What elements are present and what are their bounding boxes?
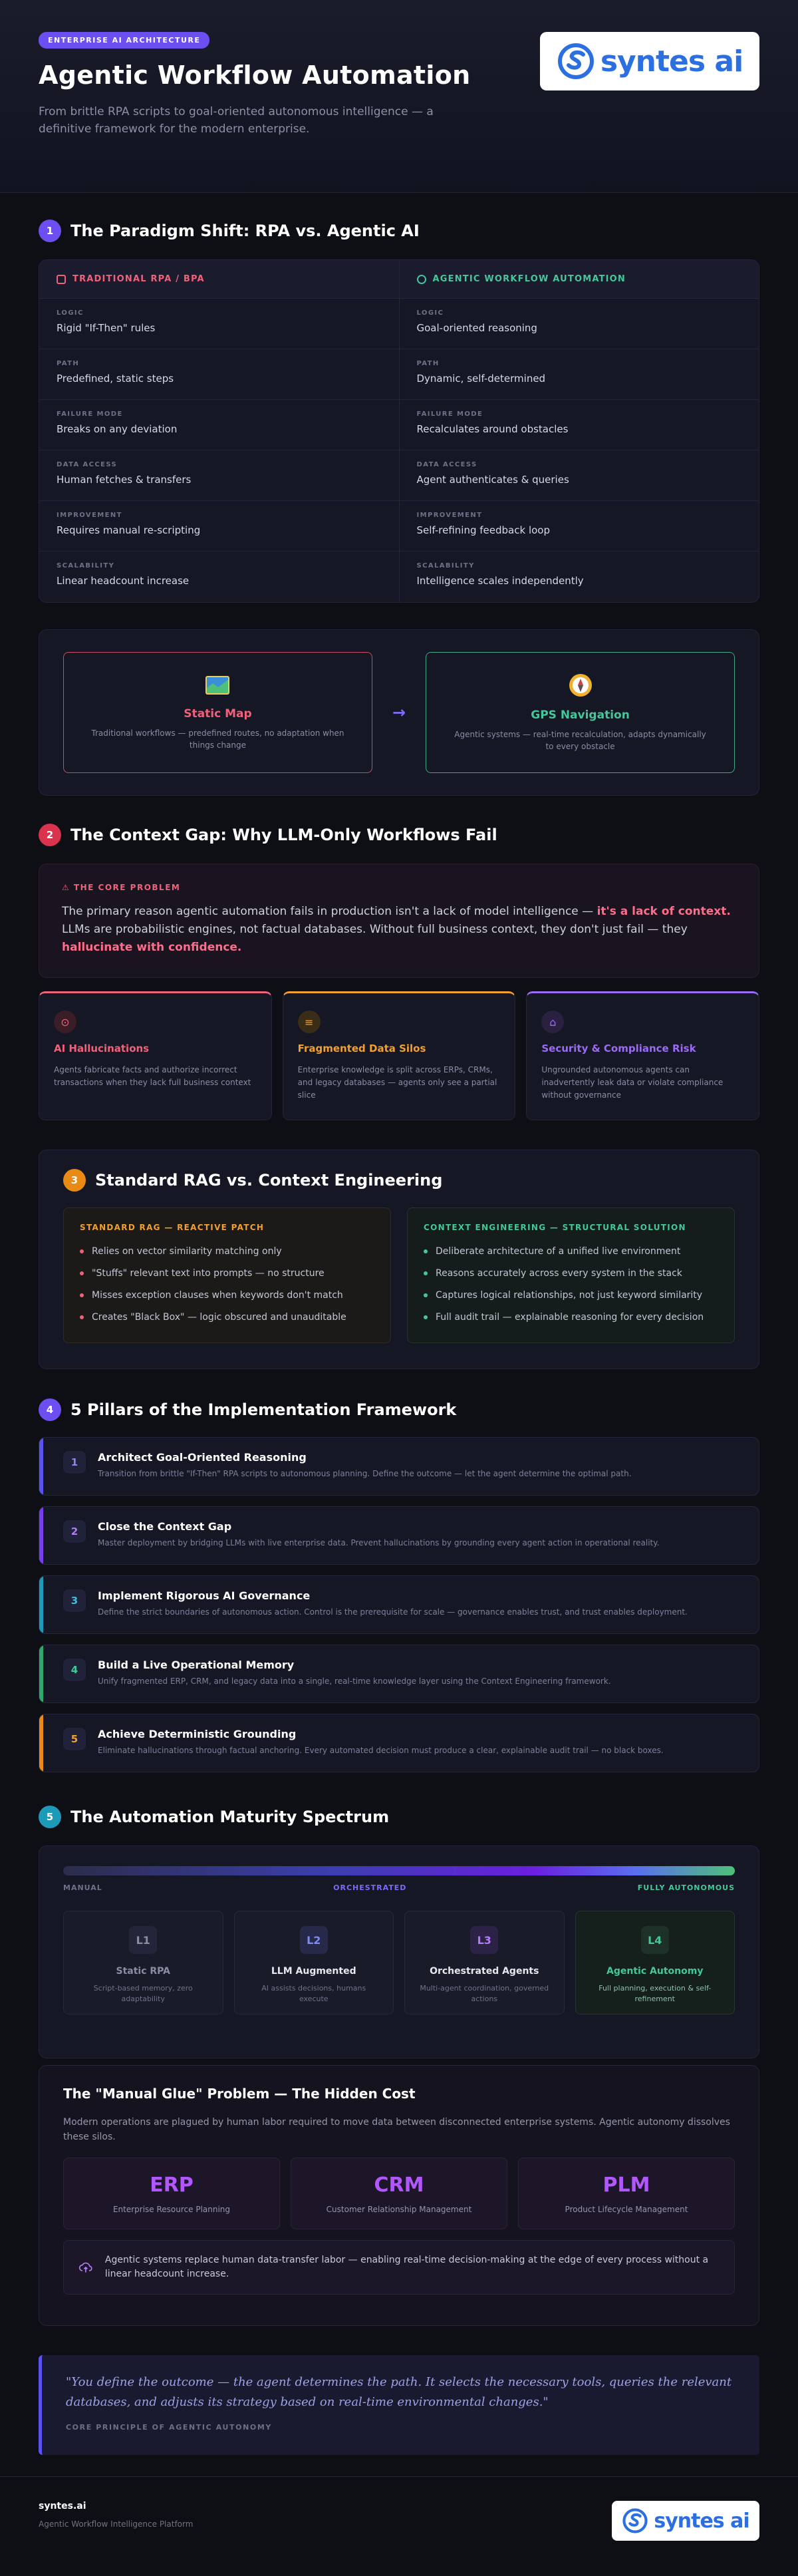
row-value: Requires manual re-scripting [57, 524, 201, 536]
compass-icon [568, 673, 593, 698]
lock-icon: ⌂ [541, 1011, 564, 1033]
section-title: The Context Gap: Why LLM-Only Workflows Fail [70, 826, 497, 844]
row-label: FAILURE MODE [416, 410, 483, 418]
pillar-accent [39, 1714, 43, 1772]
maturity-level [63, 1911, 223, 2014]
section-number: 3 [63, 1169, 86, 1192]
row-value: Dynamic, self-determined [416, 373, 546, 385]
alert-icon: ⊙ [54, 1011, 76, 1033]
pillar-card [39, 1645, 759, 1703]
footer [0, 2476, 798, 2576]
logo-wordmark: syntes ai [600, 44, 743, 79]
bullet-icon [424, 1249, 428, 1253]
row-label: DATA ACCESS [57, 461, 118, 468]
hero [0, 0, 798, 193]
list-item [80, 1240, 374, 1262]
pillar-title: Build a Live Operational Memory [98, 1659, 295, 1671]
risk-card [526, 991, 759, 1120]
section-4-header [39, 1398, 759, 1421]
risk-card-title: Security & Compliance Risk [541, 1043, 696, 1054]
bullet-icon [424, 1271, 428, 1275]
gps-desc: Agentic systems — real-time recalculation, adapts dynamically to every obstacle [454, 730, 706, 751]
list-item-text: Full audit trail — explainable reasoning for every decision [436, 1311, 704, 1323]
scale-label: MANUAL [63, 1883, 102, 1892]
core-problem-body [62, 903, 736, 957]
comparison-cell [39, 450, 399, 500]
quote-text: "You define the outcome — the agent determines the path. It selects the necessary tools, queries the relevant databases, and adjusts its strategy based on real-time environmental changes." [66, 2375, 732, 2409]
level-desc: Multi-agent coordination, governed actions [420, 1984, 549, 2003]
row-value: Intelligence scales independently [416, 575, 584, 587]
comparison-cell [399, 400, 759, 450]
comparison-cell [399, 299, 759, 349]
glue-note-text: Agentic systems replace human data-transfer labor — enabling real-time decision-making at the edge of every process without a linear headcount increase. [104, 2255, 709, 2279]
risk-card-desc: Ungrounded autonomous agents can inadvertently leak data or violate compliance without governance [541, 1065, 724, 1100]
list-item [424, 1284, 718, 1306]
row-value: Breaks on any deviation [57, 423, 178, 435]
section-title: The Paradigm Shift: RPA vs. Agentic AI [70, 222, 420, 240]
system-abbr: CRM [374, 2173, 424, 2197]
system-name: Product Lifecycle Management [565, 2204, 688, 2214]
pillar-title: Close the Context Gap [98, 1520, 232, 1533]
list-item [424, 1262, 718, 1284]
static-map-card [63, 652, 372, 773]
map-icon [205, 674, 230, 697]
static-map-title: Static Map [184, 707, 252, 721]
level-title: Static RPA [116, 1966, 170, 1977]
core-principle-quote [39, 2355, 759, 2455]
pillar-number: 3 [63, 1589, 86, 1612]
comparison-row [39, 552, 759, 602]
bullet-icon [80, 1249, 84, 1253]
page-subtitle: From brittle RPA scripts to goal-oriented autonomous intelligence — a definitive framework for the modern enterprise. [39, 105, 434, 136]
bullet-icon [80, 1315, 84, 1319]
list-item-text: Relies on vector similarity matching only [92, 1245, 282, 1257]
brand-logo[interactable] [540, 32, 759, 90]
comparison-cell [399, 349, 759, 399]
comparison-row [39, 349, 759, 400]
risk-card-title: AI Hallucinations [54, 1043, 150, 1054]
cloud-upload-icon [78, 2259, 93, 2276]
pillar-number: 4 [63, 1659, 86, 1681]
comparison-cell [39, 299, 399, 349]
list-item [424, 1240, 718, 1262]
pillar-number: 2 [63, 1520, 86, 1543]
level-title: Agentic Autonomy [606, 1966, 704, 1977]
level-desc: Full planning, execution & self-refinement [598, 1984, 712, 2003]
rpa-column-header [39, 260, 399, 298]
pillar-accent [39, 1645, 43, 1702]
logo-mark-icon [557, 42, 595, 80]
risk-card-title: Fragmented Data Silos [297, 1043, 426, 1054]
row-label: LOGIC [57, 309, 84, 317]
list-item-text: Captures logical relationships, not just keyword similarity [436, 1289, 703, 1301]
context-engineering-panel [407, 1208, 735, 1343]
comparison-cell [39, 400, 399, 450]
bullet-icon [424, 1315, 428, 1319]
comparison-row [39, 299, 759, 349]
pillar-accent [39, 1507, 43, 1564]
row-value: Rigid "If-Then" rules [57, 322, 156, 334]
core-problem-heading: ⚠ THE CORE PROBLEM [62, 883, 181, 892]
database-icon: ≡ [298, 1011, 321, 1033]
pillar-number: 1 [63, 1451, 86, 1474]
pillar-number: 5 [63, 1728, 86, 1750]
list-item-text: "Stuffs" relevant text into prompts — no structure [92, 1267, 325, 1279]
static-map-desc: Traditional workflows — predefined routes, no adaptation when things change [91, 728, 344, 750]
row-label: SCALABILITY [416, 562, 475, 569]
comparison-cell [39, 552, 399, 602]
list-item-text: Misses exception clauses when keywords don't match [92, 1289, 343, 1301]
level-title: LLM Augmented [271, 1966, 356, 1977]
maturity-gradient-bar [63, 1866, 735, 1875]
section-title: The Automation Maturity Spectrum [70, 1808, 390, 1826]
system-card-erp [63, 2158, 280, 2229]
section-2-header [39, 824, 759, 846]
standard-rag-panel [63, 1208, 391, 1343]
level-desc: Script-based memory, zero adaptability [93, 1984, 193, 2003]
row-label: DATA ACCESS [416, 461, 477, 468]
row-value: Predefined, static steps [57, 373, 174, 385]
agentic-column-header [399, 260, 759, 298]
row-value: Linear headcount increase [57, 575, 190, 587]
bullet-icon [80, 1293, 84, 1297]
footer-tagline: Agentic Workflow Intelligence Platform [39, 2519, 194, 2529]
pillar-card [39, 1506, 759, 1565]
section-number: 2 [39, 824, 61, 846]
problem-text: The primary reason agentic automation fails in production isn't a lack of model intelligence — [62, 905, 597, 918]
comparison-table [39, 259, 759, 603]
risk-card [39, 991, 272, 1120]
pillar-title: Achieve Deterministic Grounding [98, 1728, 297, 1740]
risk-cards [39, 991, 759, 1120]
manual-glue-panel [39, 2065, 759, 2326]
pillar-card [39, 1575, 759, 1634]
list-item [80, 1262, 374, 1284]
system-abbr: PLM [602, 2173, 650, 2197]
row-value: Agent authenticates & queries [416, 474, 569, 486]
footer-logo[interactable] [612, 2501, 759, 2541]
risk-card-desc: Agents fabricate facts and authorize incorrect transactions when they lack full business context [54, 1065, 251, 1087]
rpa-icon [57, 275, 66, 284]
section-number: 1 [39, 220, 61, 242]
comparison-row [39, 400, 759, 450]
row-label: IMPROVEMENT [416, 512, 483, 519]
comparison-cell [399, 450, 759, 500]
comparison-cell [39, 349, 399, 399]
page-title: Agentic Workflow Automation [39, 61, 471, 90]
gps-card [426, 652, 735, 773]
glue-note [63, 2240, 735, 2295]
list-item [80, 1306, 374, 1328]
section-title: Standard RAG vs. Context Engineering [95, 1171, 443, 1190]
level-title: Orchestrated Agents [430, 1966, 539, 1977]
core-problem-callout [39, 864, 759, 978]
level-desc: AI assists decisions, humans execute [261, 1984, 366, 2003]
row-label: PATH [416, 360, 440, 367]
scale-label: FULLY AUTONOMOUS [637, 1883, 735, 1892]
pillar-card [39, 1437, 759, 1496]
logo-mark-icon [622, 2507, 648, 2534]
pillar-accent [39, 1438, 43, 1495]
level-badge: L3 [470, 1926, 498, 1954]
risk-card [283, 991, 516, 1120]
bullet-icon [424, 1293, 428, 1297]
agentic-header-label: AGENTIC WORKFLOW AUTOMATION [432, 274, 626, 284]
problem-highlight: hallucinate with confidence. [62, 941, 242, 954]
row-label: SCALABILITY [57, 562, 115, 569]
system-card-plm [518, 2158, 735, 2229]
pillar-card [39, 1714, 759, 1772]
pillar-accent [39, 1576, 43, 1633]
context-engineering-heading: CONTEXT ENGINEERING — STRUCTURAL SOLUTION [424, 1223, 686, 1232]
pillar-desc: Eliminate hallucinations through factual anchoring. Every automated decision must produce a clear, explainable audit trail — no black boxes. [98, 1746, 664, 1755]
comparison-cell [399, 552, 759, 602]
section-1-header [39, 220, 759, 242]
problem-text: LLMs are probabilistic engines, not factual databases. Without full business context, they don't just fail — they [62, 923, 688, 936]
row-value: Recalculates around obstacles [416, 423, 569, 435]
row-value: Self-refining feedback loop [416, 524, 550, 536]
pillar-desc: Transition from brittle "If-Then" RPA scripts to autonomous planning. Define the outcome — let the agent determine the optimal path. [98, 1469, 632, 1478]
section-3-header [63, 1169, 735, 1192]
quote-source: CORE PRINCIPLE OF AGENTIC AUTONOMY [66, 2423, 272, 2432]
arrow-icon: → [392, 703, 406, 722]
row-value: Goal-oriented reasoning [416, 322, 537, 334]
footer-brand[interactable]: syntes.ai [39, 2501, 86, 2511]
logo-wordmark: syntes ai [654, 2509, 749, 2533]
system-name: Enterprise Resource Planning [112, 2204, 231, 2214]
standard-rag-heading: STANDARD RAG — REACTIVE PATCH [80, 1223, 265, 1232]
system-abbr: ERP [150, 2173, 194, 2197]
risk-card-desc: Enterprise knowledge is split across ERPs, CRMs, and legacy databases — agents only see a partial slice [297, 1065, 497, 1100]
rpa-header-label: TRADITIONAL RPA / BPA [72, 274, 205, 284]
comparison-cell [399, 501, 759, 551]
system-name: Customer Relationship Management [326, 2204, 472, 2214]
row-label: PATH [57, 360, 80, 367]
pillar-desc: Unify fragmented ERP, CRM, and legacy data into a single, real-time knowledge layer using the Context Engineering framework. [98, 1677, 611, 1686]
scale-label: ORCHESTRATED [333, 1883, 407, 1892]
row-label: LOGIC [416, 309, 444, 317]
level-badge: L4 [641, 1926, 669, 1954]
section-title: 5 Pillars of the Implementation Framework [70, 1400, 457, 1419]
section-number: 5 [39, 1806, 61, 1828]
glue-desc: Modern operations are plagued by human labor required to move data between disconnected enterprise systems. Agentic autonomy dissolves these silos. [63, 2117, 730, 2142]
row-value: Human fetches & transfers [57, 474, 192, 486]
pillar-title: Implement Rigorous AI Governance [98, 1589, 311, 1602]
list-item-text: Deliberate architecture of a unified live environment [436, 1245, 681, 1257]
row-label: IMPROVEMENT [57, 512, 122, 519]
category-tag: ENTERPRISE AI ARCHITECTURE [39, 32, 209, 49]
list-item-text: Reasons accurately across every system in the stack [436, 1267, 682, 1279]
maturity-level [404, 1911, 565, 2014]
system-card-crm [291, 2158, 507, 2229]
analogy-panel [39, 629, 759, 796]
pillar-desc: Master deployment by bridging LLMs with live enterprise data. Prevent hallucinations by grounding every agent action in operational reality. [98, 1538, 660, 1547]
maturity-spectrum [39, 1846, 759, 2058]
pillar-desc: Define the strict boundaries of autonomous action. Control is the prerequisite for scale — governance enables trust, and trust enables deployment. [98, 1607, 688, 1617]
problem-highlight: it's a lack of context. [597, 905, 731, 918]
pillar-title: Architect Goal-Oriented Reasoning [98, 1451, 307, 1464]
gps-title: GPS Navigation [531, 709, 630, 722]
list-item [80, 1284, 374, 1306]
maturity-level [575, 1911, 735, 2014]
agent-icon [417, 275, 426, 284]
maturity-level [234, 1911, 394, 2014]
list-item [424, 1306, 718, 1328]
comparison-row [39, 450, 759, 501]
rag-comparison [39, 1150, 759, 1369]
level-badge: L1 [129, 1926, 157, 1954]
section-number: 4 [39, 1398, 61, 1421]
comparison-row [39, 501, 759, 552]
list-item-text: Creates "Black Box" — logic obscured and unauditable [92, 1311, 346, 1323]
comparison-cell [39, 501, 399, 551]
glue-title: The "Manual Glue" Problem — The Hidden Cost [63, 2086, 416, 2102]
bullet-icon [80, 1271, 84, 1275]
row-label: FAILURE MODE [57, 410, 123, 418]
level-badge: L2 [300, 1926, 328, 1954]
section-5-header [39, 1806, 759, 1828]
